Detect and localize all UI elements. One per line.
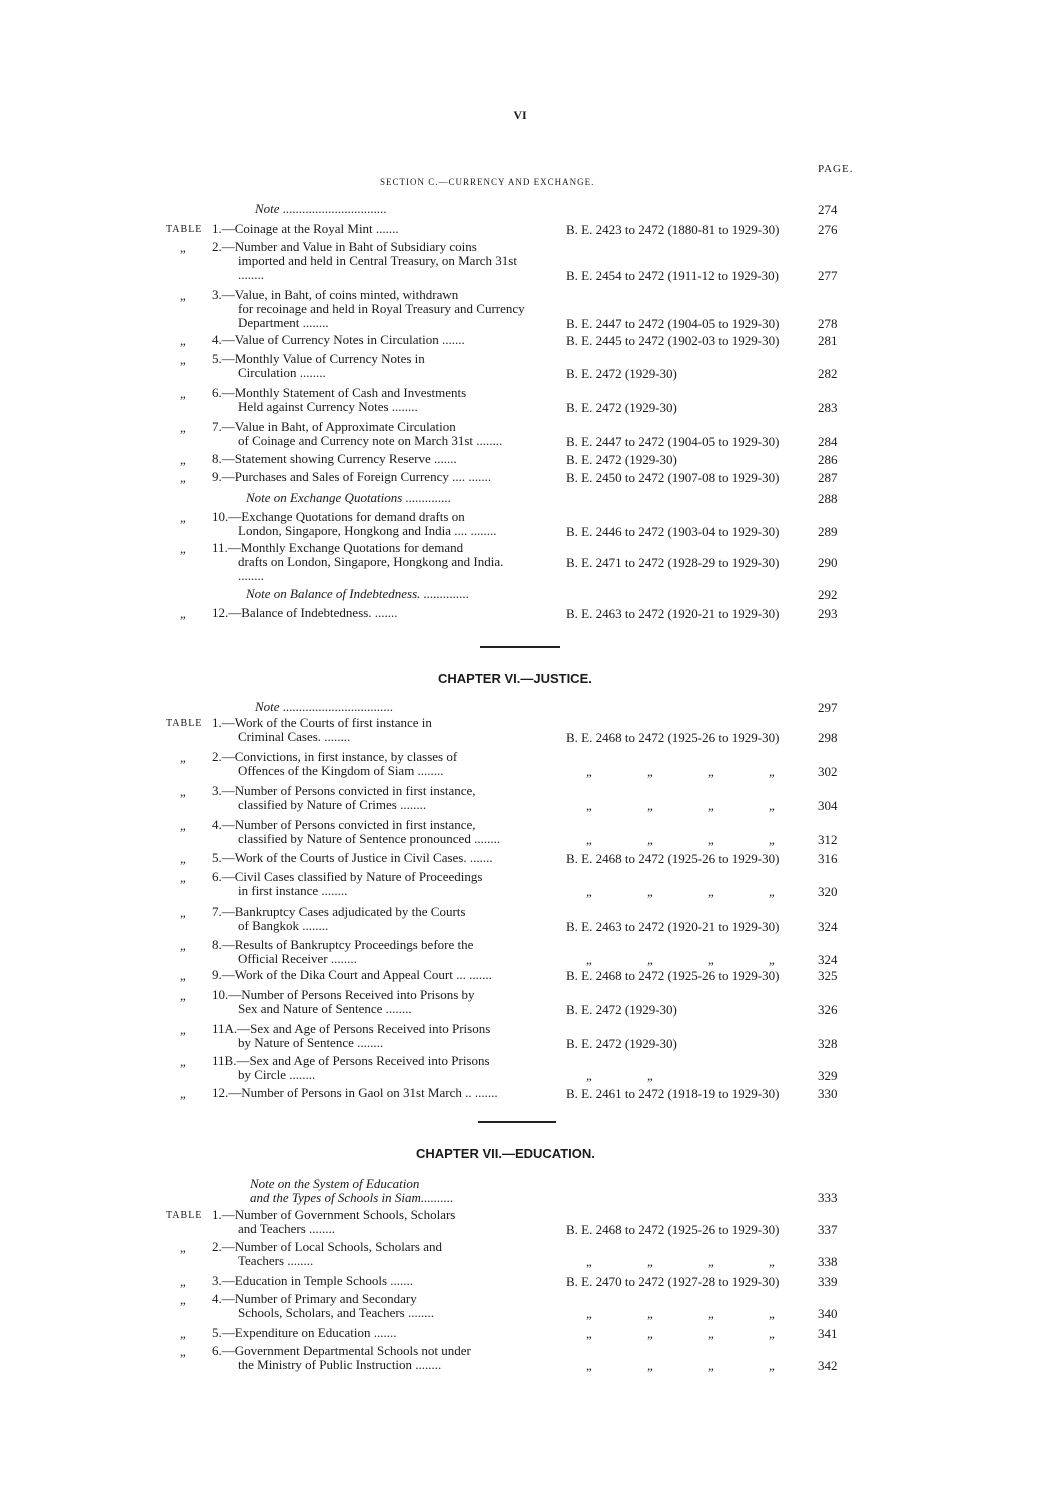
toc-entry-description	[212, 606, 532, 620]
toc-entry-description	[212, 386, 532, 414]
toc-years: B. E. 2447 to 2472 (1904-05 to 1929-30)	[566, 316, 780, 331]
toc-years: „ „ „ „	[586, 1326, 775, 1341]
toc-years: B. E. 2454 to 2472 (1911-12 to 1929-30)	[566, 268, 779, 283]
toc-page-number: 312	[818, 832, 838, 847]
toc-entry-description	[212, 750, 532, 778]
section-c-note: Note ................................	[255, 201, 387, 216]
toc-entry-title: 6.—Government Departmental Schools not under	[212, 1343, 471, 1358]
toc-years: „ „ „ „	[586, 798, 775, 813]
toc-entry-title: 9.—Work of the Dika Court and Appeal Court ... .......	[212, 967, 492, 982]
ditto-mark: „	[180, 1292, 186, 1307]
table-label: TABLE	[166, 1210, 203, 1221]
toc-page-number: 342	[818, 1358, 838, 1373]
toc-entry-description	[212, 1054, 532, 1082]
toc-page-number: 289	[818, 524, 838, 539]
toc-entry-description	[212, 510, 532, 538]
toc-entry-title: 4.—Number of Persons convicted in first instance,	[212, 817, 476, 832]
toc-page-number: 302	[818, 764, 838, 779]
toc-page-number: 288	[818, 491, 838, 506]
ditto-mark: „	[180, 606, 186, 621]
ditto-mark: „	[180, 510, 186, 525]
toc-entry-title: 7.—Bankruptcy Cases adjudicated by the Courts	[212, 904, 466, 919]
toc-entry-description	[212, 968, 532, 982]
toc-years: B. E. 2423 to 2472 (1880-81 to 1929-30)	[566, 222, 780, 237]
toc-page-number: 330	[818, 1086, 838, 1101]
ditto-mark: „	[180, 988, 186, 1003]
toc-entry-title: 2.—Convictions, in first instance, by classes of	[212, 749, 458, 764]
toc-years: B. E. 2470 to 2472 (1927-28 to 1929-30)	[566, 1274, 780, 1289]
toc-entry-subtitle: the Ministry of Public Instruction ........	[238, 1357, 442, 1372]
ditto-mark: „	[180, 784, 186, 799]
toc-page-number: 325	[818, 968, 838, 983]
chapter-vii-note-page: 333	[818, 1190, 838, 1205]
ditto-mark: „	[180, 851, 186, 866]
toc-entry-subtitle: Circulation ........	[238, 365, 326, 380]
toc-years: B. E. 2463 to 2472 (1920-21 to 1929-30)	[566, 606, 780, 621]
toc-entry-subtitle: Sex and Nature of Sentence ........	[238, 1001, 412, 1016]
toc-entry-title: 9.—Purchases and Sales of Foreign Currency .... .......	[212, 469, 492, 484]
ditto-mark: „	[180, 541, 186, 556]
ditto-mark: „	[180, 1274, 186, 1289]
ditto-mark: „	[180, 1054, 186, 1069]
toc-entry-title: 1.—Work of the Courts of first instance in	[212, 715, 432, 730]
toc-years: B. E. 2461 to 2472 (1918-19 to 1929-30)	[566, 1086, 780, 1101]
toc-note: Note on Exchange Quotations ..............	[246, 490, 452, 505]
toc-entry-title: 5.—Expenditure on Education .......	[212, 1325, 397, 1340]
toc-entry-description	[212, 420, 532, 448]
toc-years: B. E. 2471 to 2472 (1928-29 to 1929-30)	[566, 555, 780, 570]
toc-years: „ „ „ „	[586, 952, 775, 967]
toc-entry-subtitle: Official Receiver ........	[238, 951, 357, 966]
toc-entry-description	[212, 1022, 532, 1050]
toc-entry-title: 6.—Civil Cases classified by Nature of Proceedings	[212, 869, 483, 884]
ditto-mark: „	[180, 750, 186, 765]
toc-entry-description	[212, 716, 532, 744]
toc-entry-title: 1.—Number of Government Schools, Scholars	[212, 1207, 456, 1222]
toc-page-number: 326	[818, 1002, 838, 1017]
toc-years: „ „ „ „	[586, 832, 775, 847]
toc-entry-subtitle: of Bangkok ........	[238, 918, 329, 933]
toc-page-number: 286	[818, 452, 838, 467]
toc-entry-subtitle: by Circle ........	[238, 1067, 316, 1082]
ditto-mark: „	[180, 1326, 186, 1341]
toc-entry-subtitle: in first instance ........	[238, 883, 348, 898]
page-number: VI	[513, 108, 527, 122]
toc-page-number: 283	[818, 400, 838, 415]
toc-entry-subtitle: Held against Currency Notes ........	[238, 399, 418, 414]
toc-page-number: 339	[818, 1274, 838, 1289]
toc-note: Note on Balance of Indebtedness. ..............	[246, 586, 470, 601]
toc-entry-description	[212, 784, 532, 812]
toc-page-number: 284	[818, 434, 838, 449]
toc-entry-description	[212, 905, 532, 933]
chapter-vi-note-page: 297	[818, 700, 838, 715]
toc-entry-subtitle: Offences of the Kingdom of Siam ........	[238, 763, 444, 778]
toc-years: B. E. 2468 to 2472 (1925-26 to 1929-30)	[566, 968, 780, 983]
page-column-heading: PAGE.	[818, 163, 854, 175]
toc-entry-description	[212, 870, 532, 898]
toc-page-number: 282	[818, 366, 838, 381]
toc-page-number: 337	[818, 1222, 838, 1237]
toc-page-number: 341	[818, 1326, 838, 1341]
toc-page-number: 329	[818, 1068, 838, 1083]
toc-years: „ „ „ „	[586, 1254, 775, 1269]
toc-entry-subtitle: Teachers ........	[238, 1253, 314, 1268]
toc-entry-title: 11B.—Sex and Age of Persons Received into Prisons	[212, 1053, 490, 1068]
toc-page-number: 298	[818, 730, 838, 745]
ditto-mark: „	[180, 352, 186, 367]
toc-page-number: 340	[818, 1306, 838, 1321]
ditto-mark: „	[180, 333, 186, 348]
toc-entry-title: 10.—Exchange Quotations for demand drafts on	[212, 509, 465, 524]
toc-years: B. E. 2472 (1929-30)	[566, 1002, 677, 1017]
ditto-mark: „	[180, 938, 186, 953]
toc-years: „ „	[586, 1068, 653, 1083]
toc-entry-title: 6.—Monthly Statement of Cash and Investments	[212, 385, 467, 400]
toc-page-number: 287	[818, 470, 838, 485]
chapter-vi-title: CHAPTER VI.—JUSTICE.	[438, 671, 592, 686]
chapter-vii-note: Note on the System of Education and the Types of Schools in Siam..........	[250, 1176, 454, 1205]
toc-entry-title: 5.—Monthly Value of Currency Notes in	[212, 351, 425, 366]
section-c-title: SECTION C.—CURRENCY AND EXCHANGE.	[380, 177, 595, 187]
toc-entry-title: 1.—Coinage at the Royal Mint .......	[212, 221, 399, 236]
toc-entry-description	[212, 1344, 532, 1372]
toc-page-number: 278	[818, 316, 838, 331]
toc-years: B. E. 2446 to 2472 (1903-04 to 1929-30)	[566, 524, 780, 539]
toc-page-number: 320	[818, 884, 838, 899]
toc-entry-subtitle: imported and held in Central Treasury, on March 31st ........	[238, 253, 517, 282]
ditto-mark: „	[180, 1086, 186, 1101]
ditto-mark: „	[180, 818, 186, 833]
toc-entry-description	[212, 541, 532, 583]
toc-page-number: 324	[818, 952, 838, 967]
toc-page-number: 304	[818, 798, 838, 813]
toc-entry-title: 3.—Value, in Baht, of coins minted, withdrawn	[212, 287, 459, 302]
toc-years: B. E. 2472 (1929-30)	[566, 452, 677, 467]
toc-years: „ „ „ „	[586, 764, 775, 779]
toc-entry-title: 3.—Education in Temple Schools .......	[212, 1273, 414, 1288]
divider-rule	[480, 646, 560, 648]
table-label: TABLE	[166, 718, 203, 729]
toc-entry-description	[212, 470, 532, 484]
toc-entry-title: 8.—Results of Bankruptcy Proceedings before the	[212, 937, 474, 952]
ditto-mark: „	[180, 1022, 186, 1037]
ditto-mark: „	[180, 470, 186, 485]
toc-entry-description	[212, 988, 532, 1016]
toc-entry-title: 7.—Value in Baht, of Approximate Circulation	[212, 419, 456, 434]
toc-entry-description	[212, 222, 532, 236]
toc-entry-subtitle: classified by Nature of Crimes ........	[238, 797, 427, 812]
toc-page-number: 276	[818, 222, 838, 237]
toc-entry-description	[212, 938, 532, 966]
toc-page-number: 324	[818, 919, 838, 934]
ditto-mark: „	[180, 1240, 186, 1255]
toc-years: B. E. 2468 to 2472 (1925-26 to 1929-30)	[566, 730, 780, 745]
toc-years: B. E. 2468 to 2472 (1925-26 to 1929-30)	[566, 1222, 780, 1237]
ditto-mark: „	[180, 240, 186, 255]
toc-entry-description	[212, 1292, 532, 1320]
toc-page-number: 281	[818, 333, 838, 348]
divider-rule	[478, 1121, 556, 1123]
toc-page-number: 316	[818, 851, 838, 866]
toc-entry-title: 11A.—Sex and Age of Persons Received into Prisons	[212, 1021, 491, 1036]
toc-page-number: 338	[818, 1254, 838, 1269]
ditto-mark: „	[180, 420, 186, 435]
toc-entry-subtitle: drafts on London, Singapore, Hongkong and India. ........	[238, 554, 504, 583]
toc-page-number: 293	[818, 606, 838, 621]
toc-years: B. E. 2472 (1929-30)	[566, 366, 677, 381]
toc-page-number: 328	[818, 1036, 838, 1051]
toc-entry-title: 4.—Value of Currency Notes in Circulation .......	[212, 332, 465, 347]
toc-entry-description	[212, 851, 532, 865]
toc-years: B. E. 2445 to 2472 (1902-03 to 1929-30)	[566, 333, 780, 348]
toc-entry-title: 11.—Monthly Exchange Quotations for demand	[212, 540, 464, 555]
toc-entry-description	[212, 333, 532, 347]
toc-entry-description	[212, 818, 532, 846]
ditto-mark: „	[180, 870, 186, 885]
toc-entry-description	[212, 1086, 532, 1100]
toc-years: B. E. 2463 to 2472 (1920-21 to 1929-30)	[566, 919, 780, 934]
toc-entry-subtitle: Criminal Cases. ........	[238, 729, 351, 744]
ditto-mark: „	[180, 288, 186, 303]
toc-entry-title: 5.—Work of the Courts of Justice in Civil Cases. .......	[212, 850, 493, 865]
toc-years: „ „ „ „	[586, 884, 775, 899]
toc-years: B. E. 2472 (1929-30)	[566, 1036, 677, 1051]
toc-entry-title: 10.—Number of Persons Received into Prisons by	[212, 987, 475, 1002]
toc-entry-subtitle: for recoinage and held in Royal Treasury and Currency Department ........	[238, 301, 525, 330]
toc-entry-title: 4.—Number of Primary and Secondary	[212, 1291, 417, 1306]
toc-entry-title: 2.—Number of Local Schools, Scholars and	[212, 1239, 442, 1254]
toc-entry-description	[212, 452, 532, 466]
toc-page-number: 290	[818, 555, 838, 570]
ditto-mark: „	[180, 968, 186, 983]
toc-entry-subtitle: London, Singapore, Hongkong and India .... ........	[238, 523, 497, 538]
toc-years: B. E. 2450 to 2472 (1907-08 to 1929-30)	[566, 470, 780, 485]
ditto-mark: „	[180, 386, 186, 401]
toc-entry-subtitle: classified by Nature of Sentence pronounced ........	[238, 831, 501, 846]
toc-entry-title: 12.—Number of Persons in Gaol on 31st March .. .......	[212, 1085, 498, 1100]
toc-entry-description	[212, 1274, 532, 1288]
toc-entry-title: 8.—Statement showing Currency Reserve .......	[212, 451, 457, 466]
toc-entry-description	[212, 1208, 532, 1236]
table-label: TABLE	[166, 224, 203, 235]
toc-entry-title: 3.—Number of Persons convicted in first instance,	[212, 783, 476, 798]
toc-years: B. E. 2447 to 2472 (1904-05 to 1929-30)	[566, 434, 780, 449]
ditto-mark: „	[180, 1344, 186, 1359]
toc-years: B. E. 2468 to 2472 (1925-26 to 1929-30)	[566, 851, 780, 866]
ditto-mark: „	[180, 452, 186, 467]
chapter-vi-note: Note ..................................	[255, 699, 394, 714]
toc-entry-description	[212, 352, 532, 380]
toc-entry-subtitle: Schools, Scholars, and Teachers ........	[238, 1305, 434, 1320]
ditto-mark: „	[180, 905, 186, 920]
chapter-vii-title: CHAPTER VII.—EDUCATION.	[416, 1146, 595, 1161]
toc-entry-description	[212, 240, 532, 282]
toc-page-number: 292	[818, 587, 838, 602]
toc-years: „ „ „ „	[586, 1358, 775, 1373]
toc-entry-title: 12.—Balance of Indebtedness. .......	[212, 605, 398, 620]
toc-entry-subtitle: of Coinage and Currency note on March 31st ........	[238, 433, 503, 448]
toc-entry-subtitle: and Teachers ........	[238, 1221, 336, 1236]
toc-years: B. E. 2472 (1929-30)	[566, 400, 677, 415]
toc-entry-description	[212, 1326, 532, 1340]
toc-years: „ „ „ „	[586, 1306, 775, 1321]
section-c-note-page: 274	[818, 202, 838, 217]
toc-entry-description	[212, 1240, 532, 1268]
toc-entry-title: 2.—Number and Value in Baht of Subsidiary coins	[212, 239, 477, 254]
toc-page-number: 277	[818, 268, 838, 283]
toc-entry-subtitle: by Nature of Sentence ........	[238, 1035, 384, 1050]
toc-entry-description	[212, 288, 532, 330]
